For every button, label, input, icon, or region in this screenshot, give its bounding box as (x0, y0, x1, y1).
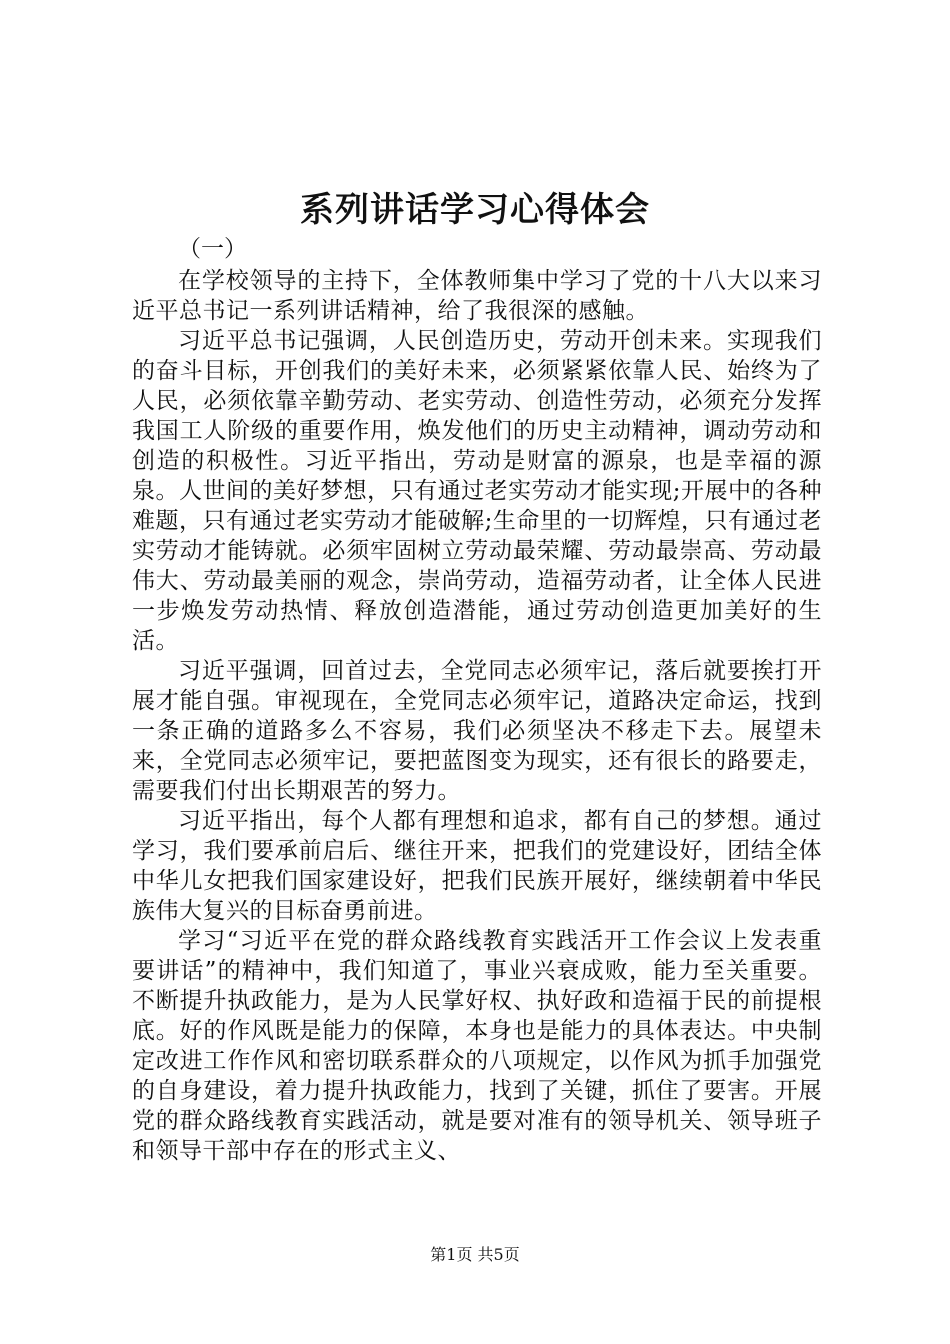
document-body (132, 266, 822, 1166)
paragraph: 习近平指出，每个人都有理想和追求，都有自己的梦想。通过学习，我们要承前启后、继往开来，把我们的党建设好，团结全体中华儿女把我们国家建设好，把我们民族开展好，继续朝着中华民族伟大复兴的目标奋勇前进。 (132, 808, 822, 924)
document-title: 系列讲话学习心得体会 (300, 190, 650, 230)
paragraph: 学习“习近平在党的群众路线教育实践活开工作会议上发表重要讲话”的精神中，我们知道了，事业兴衰成败，能力至关重要。不断提升执政能力，是为人民掌好权、执好政和造福于民的前提根底。好的作风既是能力的保障，本身也是能力的具体表达。中央制定改进工作作风和密切联系群众的八项规定，以作风为抓手加强党的自身建设，着力提升执政能力，找到了关键，抓住了要害。开展党的群众路线教育实践活动，就是要对准有的领导机关、领导班子和领导干部中存在的形式主义、 (132, 928, 822, 1164)
section-marker: （一） (178, 236, 247, 262)
paragraph: 习近平总书记强调，人民创造历史，劳动开创未来。实现我们的奋斗目标，开创我们的美好未来，必须紧紧依靠人民、始终为了人民，必须依靠辛勤劳动、老实劳动、创造性劳动，必须充分发挥我国工人阶级的重要作用，焕发他们的历史主动精神，调动劳动和创造的积极性。习近平指出，劳动是财富的源泉，也是幸福的源泉。人世间的美好梦想，只有通过老实劳动才能实现;开展中的各种难题，只有通过老实劳动才能破解;生命里的一切辉煌，只有通过老实劳动才能铸就。必须牢固树立劳动最荣耀、劳动最崇高、劳动最伟大、劳动最美丽的观念，崇尚劳动，造福劳动者，让全体人民进一步焕发劳动热情、释放创造潜能，通过劳动创造更加美好的生活。 (132, 328, 822, 654)
paragraph: 在学校领导的主持下，全体教师集中学习了党的十八大以来习近平总书记一系列讲话精神，给了我很深的感触。 (132, 268, 822, 324)
page-footer: 第1页 共5页 (430, 1245, 520, 1264)
paragraph: 习近平强调，回首过去，全党同志必须牢记，落后就要挨打开展才能自强。审视现在，全党同志必须牢记，道路决定命运，找到一条正确的道路多么不容易，我们必须坚决不移走下去。展望未来，全党同志必须牢记，要把蓝图变为现实，还有很长的路要走，需要我们付出长期艰苦的努力。 (132, 658, 822, 804)
